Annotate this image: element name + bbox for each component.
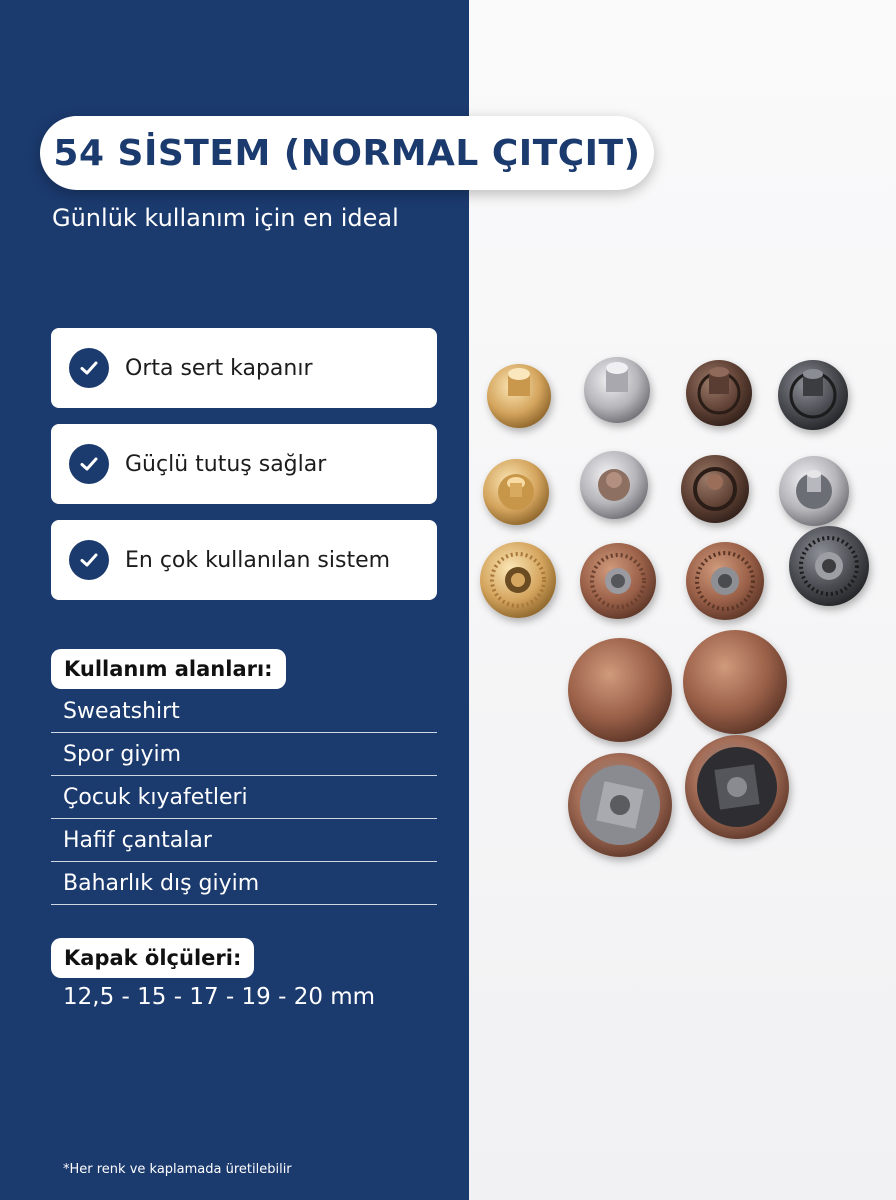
footnote: *Her renk ve kaplamada üretilebilir bbox=[63, 1162, 292, 1177]
sizes-value: 12,5 - 15 - 17 - 19 - 20 mm bbox=[63, 984, 376, 1010]
snap-buttons-photo bbox=[469, 340, 896, 880]
feature-card-3 bbox=[51, 520, 437, 600]
feature-label: Orta sert kapanır bbox=[125, 355, 313, 381]
title-badge bbox=[40, 116, 654, 190]
check-circle-icon bbox=[69, 540, 109, 580]
list-item: Çocuk kıyafetleri bbox=[51, 777, 437, 819]
sizes-heading: Kapak ölçüleri: bbox=[51, 938, 254, 978]
feature-card-2 bbox=[51, 424, 437, 504]
list-item: Sweatshirt bbox=[51, 691, 437, 733]
feature-label: Güçlü tutuş sağlar bbox=[125, 451, 327, 477]
list-item: Baharlık dış giyim bbox=[51, 863, 437, 905]
feature-label: En çok kullanılan sistem bbox=[125, 547, 391, 573]
feature-card-1 bbox=[51, 328, 437, 408]
page-title: 54 SİSTEM (NORMAL ÇITÇIT) bbox=[53, 132, 641, 174]
page-subtitle: Günlük kullanım için en ideal bbox=[52, 204, 399, 232]
check-circle-icon bbox=[69, 348, 109, 388]
list-item: Hafif çantalar bbox=[51, 820, 437, 862]
usage-heading: Kullanım alanları: bbox=[51, 649, 286, 689]
usage-list bbox=[51, 691, 437, 906]
list-item: Spor giyim bbox=[51, 734, 437, 776]
check-circle-icon bbox=[69, 444, 109, 484]
